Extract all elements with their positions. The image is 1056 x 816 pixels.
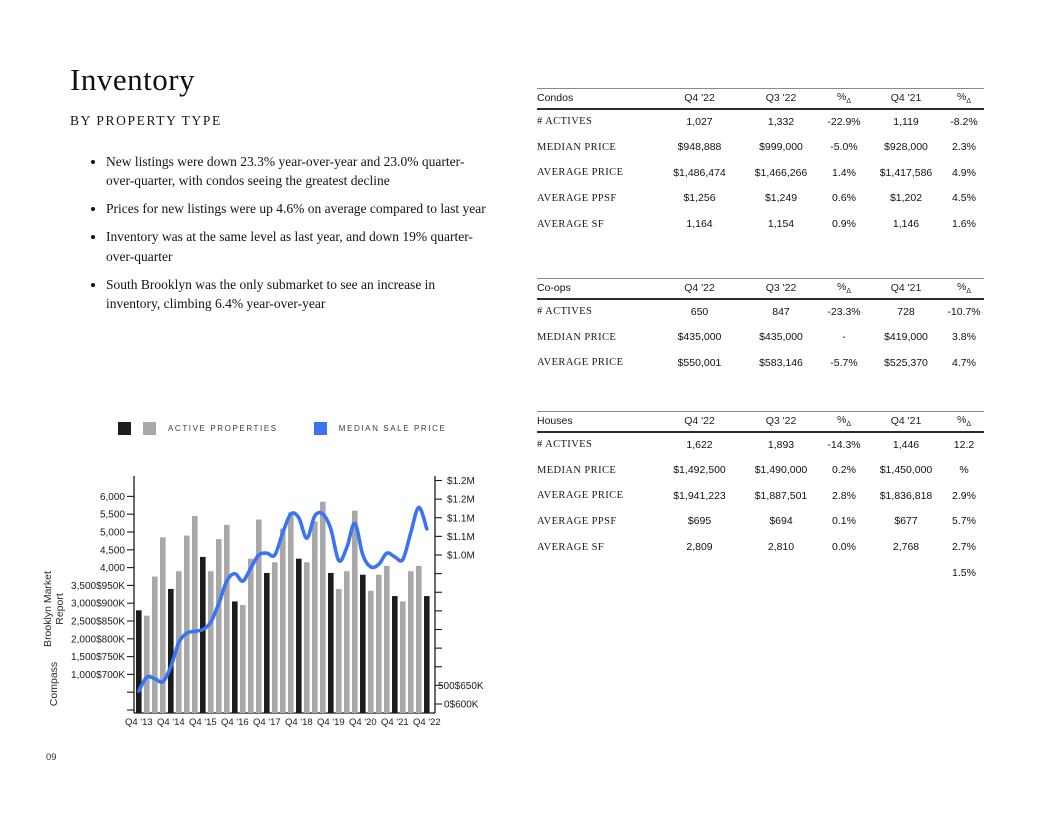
cell-value: $1,492,500 — [673, 464, 726, 477]
legend-swatch-icon — [314, 422, 327, 435]
bullet-item: • Inventory was at the same level as last year, and down 19% quarter-over-quarter — [106, 227, 488, 265]
column-header: Q4 '22 — [684, 415, 715, 428]
bullet-list — [86, 152, 488, 322]
table-row — [537, 350, 984, 376]
legend-item — [314, 422, 483, 435]
cell-value: 2.8% — [832, 489, 856, 502]
cell-value: -8.2% — [950, 115, 978, 128]
column-header: $\%_\Delta$ — [836, 414, 852, 429]
left-axis-label: 6,000 — [99, 491, 125, 503]
row-label: MEDIAN PRICE — [537, 141, 617, 153]
cell-value: -5.0% — [830, 141, 858, 154]
active-properties-bar — [416, 566, 422, 713]
cell-value: 1,154 — [767, 218, 795, 231]
chart-legend — [118, 422, 482, 435]
row-label: AVERAGE PPSF — [537, 515, 617, 527]
x-axis-label: Q4 '20 — [348, 717, 377, 728]
right-axis-label: $1.2M — [447, 476, 475, 487]
cell-value: 1,446 — [892, 438, 920, 451]
bullet-item: • Prices for new listings were up 4.6% on average compared to last year — [106, 199, 488, 218]
left-axis-label: 2,500$850K — [71, 616, 125, 628]
left-axis-label: 3,000$900K — [71, 598, 125, 610]
table-row — [537, 509, 984, 535]
table-row — [537, 432, 984, 458]
cell-value — [742, 560, 820, 586]
cell-value: 0.0% — [832, 541, 856, 554]
cell-value: 4.7% — [952, 356, 976, 369]
cell-value: $1,256 — [683, 192, 716, 205]
cell-value: $435,000 — [677, 331, 722, 344]
left-axis-label: 5,500 — [99, 509, 125, 521]
active-properties-bar — [256, 520, 262, 713]
left-axis-label: 3,500$950K — [71, 580, 125, 592]
inventory-chart — [40, 460, 510, 752]
legend-swatch-icon — [143, 422, 156, 435]
active-properties-bar — [320, 502, 326, 713]
cell-value: $1,490,000 — [754, 464, 808, 477]
x-axis-label: Q4 '21 — [380, 717, 409, 728]
cell-value: $1,202 — [889, 192, 923, 205]
column-header: $\%_\Delta$ — [956, 91, 972, 106]
cell-value: $435,000 — [759, 331, 803, 344]
column-header: $\%_\Delta$ — [956, 281, 972, 296]
cell-value: 1,119 — [893, 115, 919, 128]
cell-value — [868, 560, 944, 586]
table-title: Houses — [537, 415, 573, 428]
legend-label: MEDIAN SALE PRICE — [338, 424, 447, 433]
right-axis-label: 0$600K — [444, 699, 479, 711]
cell-value: $677 — [894, 515, 918, 528]
row-label: MEDIAN PRICE — [537, 464, 617, 476]
active-properties-bar — [336, 589, 342, 713]
table-houses — [537, 411, 984, 586]
x-axis-label: Q4 '19 — [316, 717, 345, 728]
table-row — [537, 109, 984, 135]
left-axis-label: 1,000$700K — [71, 669, 125, 681]
cell-value: $694 — [769, 515, 793, 528]
right-axis-label: 500$650K — [438, 680, 484, 692]
cell-value: $583,146 — [759, 356, 803, 369]
cell-value: 1,164 — [686, 218, 713, 231]
active-properties-bar — [152, 577, 158, 714]
right-axis-label: $1.1M — [447, 513, 475, 525]
sidebar-brand: Compass — [48, 661, 60, 707]
column-header: Q3 '22 — [765, 282, 797, 295]
page-subtitle: BY PROPERTY TYPE — [70, 113, 222, 128]
column-header: $\%_\Delta$ — [956, 414, 972, 429]
column-header: $\%_\Delta$ — [836, 91, 852, 106]
cell-value: 0.1% — [832, 515, 856, 528]
active-properties-bar — [192, 516, 198, 713]
active-properties-bar — [408, 571, 414, 713]
bullet-item: • South Brooklyn was the only submarket to see an increase in inventory, climbing 6.4% year-over-year — [106, 275, 488, 313]
column-header: Q4 '21 — [890, 92, 922, 105]
bullet-item: • New listings were down 23.3% year-over-year and 23.0% quarter-over-quarter, with condos seeing the greatest decline — [106, 152, 488, 190]
active-properties-bar — [352, 511, 358, 713]
cell-value: $1,486,474 — [673, 166, 726, 179]
left-axis-label: 4,000 — [99, 563, 125, 575]
row-label: # ACTIVES — [537, 306, 593, 318]
row-label: AVERAGE PPSF — [537, 192, 617, 204]
cell-value: 2.3% — [952, 141, 976, 154]
cell-value: 5.7% — [952, 515, 976, 528]
cell-value: 1.6% — [952, 218, 976, 231]
active-properties-bar — [360, 575, 366, 713]
table-row — [537, 324, 984, 350]
cell-value: -22.9% — [827, 115, 861, 128]
table-title: Condos — [537, 92, 574, 105]
active-properties-bar — [216, 539, 222, 713]
right-axis-label: $1.0M — [447, 550, 475, 562]
active-properties-bar — [144, 616, 150, 713]
table-row — [537, 560, 984, 586]
row-label: AVERAGE PRICE — [537, 490, 624, 502]
active-properties-bar — [240, 605, 246, 713]
active-properties-bar — [296, 559, 302, 713]
page-number: 09 — [46, 752, 57, 763]
cell-value: $1,887,501 — [754, 489, 808, 502]
cell-value: 1,146 — [892, 218, 920, 231]
cell-value: $1,836,818 — [879, 489, 933, 502]
cell-value: - — [842, 331, 846, 344]
row-label: AVERAGE PRICE — [537, 357, 624, 369]
legend-item — [118, 422, 314, 435]
cell-value: $1,466,266 — [754, 166, 808, 179]
cell-value: $1,249 — [764, 192, 798, 205]
cell-value: 3.8% — [952, 331, 976, 344]
column-header: Q3 '22 — [765, 92, 797, 105]
active-properties-bar — [200, 557, 206, 713]
x-axis-label: Q4 '22 — [412, 717, 441, 728]
x-axis-label: Q4 '18 — [284, 717, 313, 728]
cell-value: $948,888 — [677, 141, 722, 154]
active-properties-bar — [424, 596, 430, 713]
cell-value: 12.2 — [953, 438, 975, 451]
cell-value: $550,001 — [677, 356, 722, 369]
cell-value: 0.2% — [832, 464, 856, 477]
cell-value: 847 — [772, 305, 790, 318]
active-properties-bar — [224, 525, 230, 713]
active-properties-bar — [160, 537, 166, 713]
cell-value: 2,768 — [892, 541, 920, 554]
sidebar-report-title: Brooklyn Market Report — [42, 571, 66, 647]
active-properties-bar — [168, 589, 174, 713]
cell-value: 0.9% — [832, 218, 856, 231]
column-header: $\%_\Delta$ — [836, 281, 852, 296]
cell-value: $1,450,000 — [879, 464, 933, 477]
cell-value: % — [959, 464, 969, 477]
cell-value: $1,417,586 — [879, 166, 933, 179]
left-axis-label: 5,000 — [99, 527, 125, 539]
page-title: Inventory — [70, 62, 196, 97]
left-axis-label: 1,500$750K — [71, 652, 125, 664]
column-header: Q4 '22 — [684, 92, 715, 105]
row-label: AVERAGE PRICE — [537, 167, 624, 179]
column-header: Q3 '22 — [765, 415, 797, 428]
cell-value: 2.9% — [952, 489, 976, 502]
cell-value: -10.7% — [947, 305, 981, 318]
cell-value: 650 — [690, 305, 709, 318]
active-properties-bar — [184, 536, 190, 713]
active-properties-bar — [400, 601, 406, 713]
x-axis-label: Q4 '14 — [156, 717, 185, 728]
active-properties-bar — [344, 571, 350, 713]
row-label — [537, 560, 657, 586]
active-properties-bar — [280, 528, 286, 713]
row-label: # ACTIVES — [537, 439, 593, 451]
cell-value: $525,370 — [884, 356, 928, 369]
active-properties-bar — [384, 566, 390, 713]
cell-value: 0.6% — [832, 192, 856, 205]
cell-value: 1,332 — [767, 115, 795, 128]
column-header: Q4 '21 — [890, 415, 922, 428]
cell-value: $419,000 — [884, 331, 928, 344]
row-label: AVERAGE SF — [537, 541, 605, 553]
left-axis-label: 2,000$800K — [71, 634, 125, 646]
column-header: Q4 '21 — [890, 282, 922, 295]
active-properties-bar — [272, 562, 278, 713]
cell-value: 1,893 — [767, 438, 795, 451]
cell-value — [820, 560, 868, 586]
x-axis-label: Q4 '15 — [188, 717, 217, 728]
x-axis-label: Q4 '16 — [220, 717, 249, 728]
cell-value: 4.9% — [952, 166, 976, 179]
table-row — [537, 186, 984, 212]
cell-value: $1,941,223 — [673, 489, 726, 502]
table-title: Co-ops — [537, 282, 571, 295]
right-axis-label: $1.1M — [447, 531, 475, 543]
active-properties-bar — [392, 596, 398, 713]
table-row — [537, 483, 984, 509]
left-axis-label: 4,500 — [99, 545, 125, 557]
table-condos — [537, 88, 984, 237]
chart-svg — [40, 460, 510, 752]
cell-value: 2.7% — [952, 541, 976, 554]
cell-value: 1,027 — [686, 115, 713, 128]
row-label: # ACTIVES — [537, 116, 593, 128]
table-coops — [537, 278, 984, 376]
x-axis-label: Q4 '13 — [124, 717, 153, 728]
cell-value: 1.4% — [832, 166, 856, 179]
cell-value — [657, 560, 742, 586]
active-properties-bar — [376, 575, 382, 713]
active-properties-bar — [368, 591, 374, 713]
row-label: AVERAGE SF — [537, 218, 605, 230]
cell-value: 1,622 — [686, 438, 713, 451]
cell-value: $999,000 — [759, 141, 803, 154]
table-row — [537, 534, 984, 560]
table-row — [537, 299, 984, 325]
cell-value: -23.3% — [827, 305, 861, 318]
legend-swatch-icon — [118, 422, 131, 435]
row-label: MEDIAN PRICE — [537, 331, 617, 343]
active-properties-bar — [328, 573, 334, 713]
right-axis-label: $1.2M — [447, 494, 475, 506]
table-row — [537, 211, 984, 237]
column-header: Q4 '22 — [684, 282, 715, 295]
cell-value: -14.3% — [827, 438, 861, 451]
cell-value: 728 — [897, 305, 915, 318]
cell-value: -5.7% — [830, 356, 858, 369]
cell-value: $695 — [687, 515, 712, 528]
active-properties-bar — [248, 559, 254, 713]
cell-value: 2,810 — [767, 541, 795, 554]
cell-value: 2,809 — [686, 541, 713, 554]
legend-label: ACTIVE PROPERTIES — [168, 424, 278, 433]
cell-value: $928,000 — [884, 141, 928, 154]
x-axis-label: Q4 '17 — [252, 717, 281, 728]
table-row — [537, 457, 984, 483]
active-properties-bar — [264, 573, 270, 713]
active-properties-bar — [288, 512, 294, 713]
cell-value: 4.5% — [952, 192, 976, 205]
active-properties-bar — [312, 521, 318, 713]
active-properties-bar — [208, 571, 214, 713]
active-properties-bar — [232, 601, 238, 713]
table-row — [537, 134, 984, 160]
cell-value: 1.5% — [952, 566, 976, 579]
table-row — [537, 160, 984, 186]
active-properties-bar — [304, 562, 310, 713]
active-properties-bar — [136, 610, 142, 713]
